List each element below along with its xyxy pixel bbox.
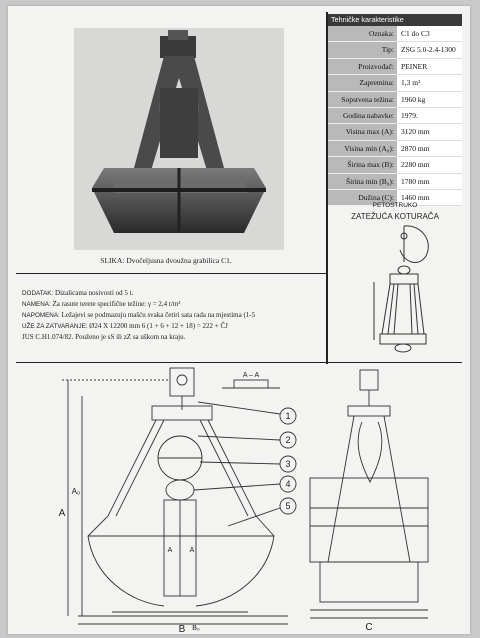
spec-row — [328, 174, 462, 190]
spec-value: 1979. — [397, 108, 462, 124]
pulley-diagram — [360, 222, 438, 356]
spec-value: PEINER — [397, 59, 462, 75]
spec-value: 1780 mm — [397, 174, 462, 190]
spec-key: Tip: — [328, 42, 397, 58]
spec-value: C1 do C3 — [397, 26, 462, 42]
callout-1: 1 — [285, 411, 291, 421]
callout-3: 3 — [285, 459, 291, 469]
dim-a0: A₀ — [71, 487, 81, 496]
document-page — [8, 6, 470, 634]
spec-key: Visina min (A₀): — [328, 141, 397, 157]
note-label: UŽE ZA ZATVARANJE: — [22, 323, 88, 330]
spec-key: Dužina (C): — [328, 190, 397, 206]
dim-b: B — [178, 624, 186, 634]
note-napomena — [22, 310, 322, 321]
callout-4: 4 — [285, 479, 291, 489]
spec-key: Zapremina: — [328, 75, 397, 91]
callout-2: 2 — [285, 435, 291, 445]
note-label: NAPOMENA: — [22, 312, 60, 319]
section-mark-right: A — [189, 547, 195, 554]
spec-key: Oznaka: — [328, 26, 397, 42]
spec-row — [328, 141, 462, 157]
dim-a: A — [58, 508, 66, 519]
spec-value: ZSG 5.0-2.4-1300 — [397, 42, 462, 58]
note-label: DODATAK: — [22, 290, 54, 297]
spec-value: 2280 mm — [397, 157, 462, 173]
dim-c: C — [365, 622, 373, 633]
spec-value: 2870 mm — [397, 141, 462, 157]
horizontal-divider — [16, 273, 326, 274]
note-text: Ležajevi se podmazuju mašću svaka četiri sata rada na mjestima (1-5 — [61, 311, 256, 319]
note-text: Dizalicama nosivosti od 5 t. — [55, 289, 134, 297]
note-text: JUS C.H1.074/82. Použeno je sS ili zZ sa uškom na kraju. — [22, 333, 186, 341]
spec-value: 3120 mm — [397, 124, 462, 140]
pulley-label-title: ZATEŽUĆA KOTURAČA — [351, 212, 439, 221]
spec-row — [328, 75, 462, 91]
callout-5: 5 — [285, 501, 291, 511]
note-namena — [22, 299, 322, 310]
photo-caption: SLIKA: Dvočeljusna dvoužna grabilica C1. — [100, 256, 232, 265]
note-text: Za rasute terete specifične težine: γ = 2,4 t/m³ — [52, 300, 181, 308]
spec-key: Širina min (B₀): — [328, 174, 397, 190]
note-dodatak — [22, 288, 322, 299]
spec-row — [328, 124, 462, 140]
spec-value: 1460 mm — [397, 190, 462, 206]
spec-key: Visina max (A): — [328, 124, 397, 140]
note-uze — [22, 321, 322, 332]
spec-table-title: Tehničke karakteristike — [328, 14, 462, 26]
spec-key: Sopstvena težina: — [328, 92, 397, 108]
spec-value: 1,3 m³ — [397, 75, 462, 91]
spec-row — [328, 26, 462, 42]
pulley-label-top: PETOSTRUKO — [372, 202, 418, 209]
technical-drawing — [48, 366, 462, 634]
note-jus — [22, 332, 322, 343]
spec-table — [328, 14, 462, 206]
spec-key: Proizvođač: — [328, 59, 397, 75]
section-mark-left: A — [167, 547, 173, 554]
notes-block — [22, 288, 322, 343]
note-text: Ø24 X 12200 mm 6 (1 + 6 + 12 + 18) = 222 + ČJ — [89, 322, 228, 330]
spec-row — [328, 59, 462, 75]
spec-row — [328, 92, 462, 108]
dim-b0: B₀ — [192, 625, 200, 632]
section-label: A – A — [242, 372, 260, 379]
note-label: NAMENA: — [22, 301, 51, 308]
photo-panel — [16, 14, 316, 276]
spec-key: Godina nabavke: — [328, 108, 397, 124]
spec-row — [328, 42, 462, 58]
grab-photo — [74, 28, 284, 250]
spec-row — [328, 108, 462, 124]
spec-row — [328, 157, 462, 173]
horizontal-divider-2 — [16, 362, 462, 363]
spec-key: Širina max (B): — [328, 157, 397, 173]
spec-value: 1960 kg — [397, 92, 462, 108]
